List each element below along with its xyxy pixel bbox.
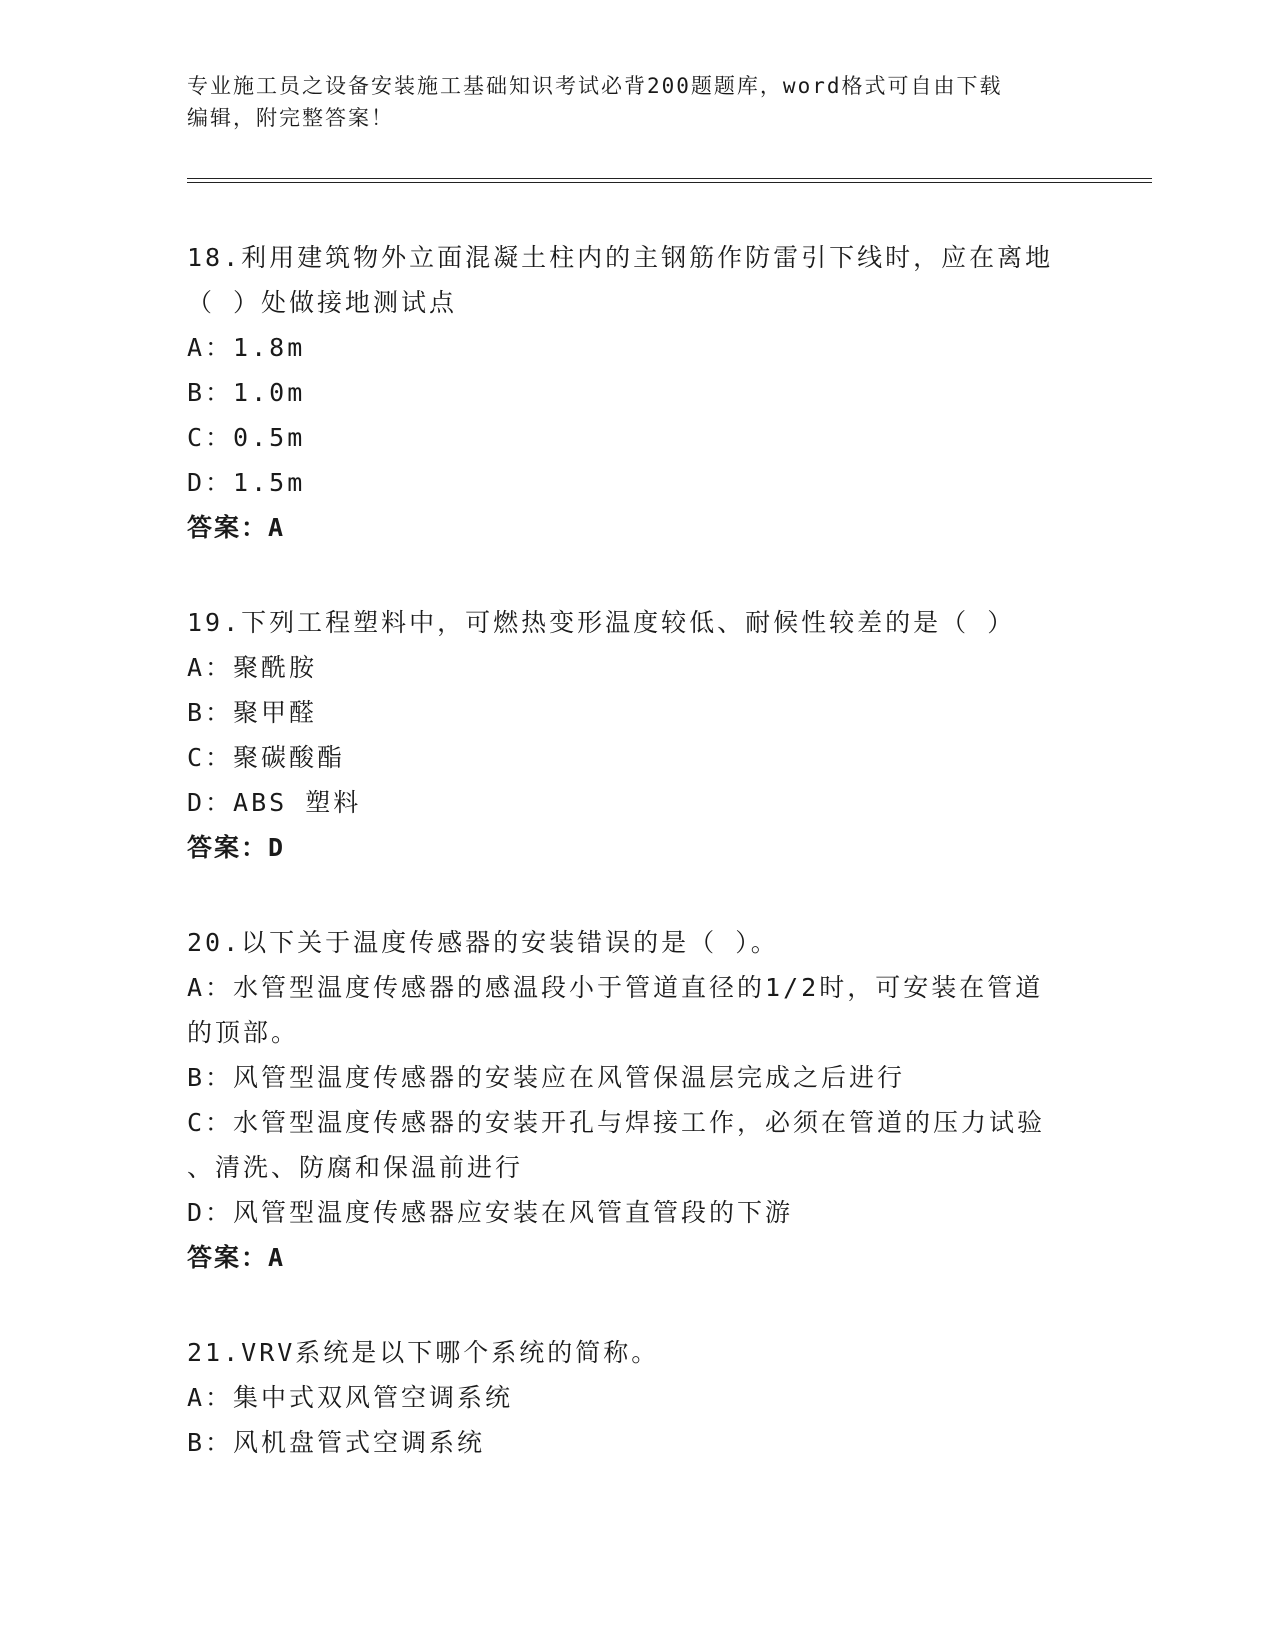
question-19 [187, 600, 1087, 870]
document-header [187, 70, 1087, 134]
question-text: 20.以下关于温度传感器的安装错误的是（ ）。 [187, 928, 779, 957]
option-b: B：风机盘管式空调系统 [187, 1428, 486, 1457]
option-c: C：0.5m [187, 423, 306, 452]
question-20 [187, 920, 1087, 1280]
option-b: B：聚甲醛 [187, 698, 318, 727]
answer: 答案：A [187, 513, 286, 542]
option-d: D：风管型温度传感器应安装在风管直管段的下游 [187, 1198, 794, 1227]
question-text: 18.利用建筑物外立面混凝土柱内的主钢筋作防雷引下线时，应在离地 [187, 243, 1054, 272]
question-text: 21.VRV系统是以下哪个系统的简称。 [187, 1338, 660, 1367]
option-b: B：风管型温度传感器的安装应在风管保温层完成之后进行 [187, 1063, 906, 1092]
option-a: A：集中式双风管空调系统 [187, 1383, 514, 1412]
question-list [187, 235, 1087, 1515]
header-line-2: 编辑，附完整答案！ [187, 106, 394, 130]
header-divider-bottom [187, 182, 1152, 183]
option-a: A：水管型温度传感器的感温段小于管道直径的1/2时，可安装在管道 [187, 973, 1044, 1002]
option-d: D：1.5m [187, 468, 306, 497]
option-b: B：1.0m [187, 378, 306, 407]
question-text-cont: （ ）处做接地测试点 [187, 288, 458, 317]
question-text: 19.下列工程塑料中，可燃热变形温度较低、耐候性较差的是（ ） [187, 608, 1016, 637]
answer: 答案：A [187, 1243, 286, 1272]
option-a-cont: 的顶部。 [187, 1018, 300, 1047]
option-c: C：聚碳酸酯 [187, 743, 346, 772]
option-a: A：1.8m [187, 333, 306, 362]
header-line-1: 专业施工员之设备安装施工基础知识考试必背200题题库，word格式可自由下载 [187, 74, 1003, 98]
option-c-cont: 、清洗、防腐和保温前进行 [187, 1153, 524, 1182]
option-c: C：水管型温度传感器的安装开孔与焊接工作，必须在管道的压力试验 [187, 1108, 1046, 1137]
answer: 答案：D [187, 833, 286, 862]
option-d: D：ABS 塑料 [187, 788, 362, 817]
question-21 [187, 1330, 1087, 1465]
option-a: A：聚酰胺 [187, 653, 318, 682]
header-divider-top [187, 178, 1152, 179]
question-18 [187, 235, 1087, 550]
